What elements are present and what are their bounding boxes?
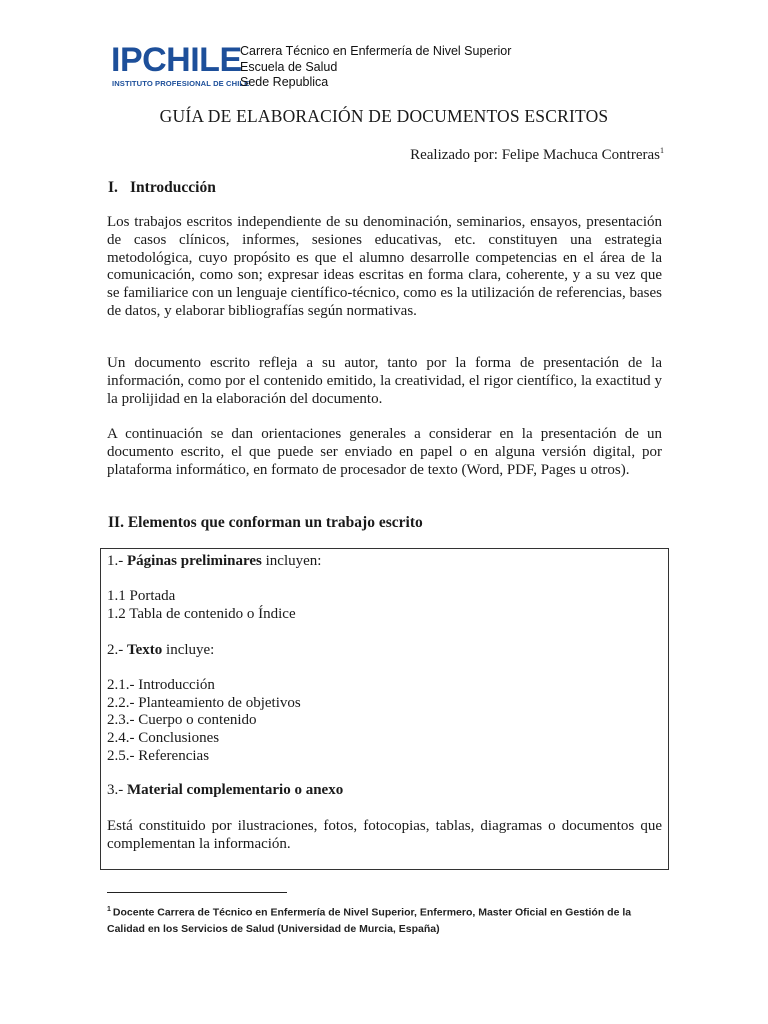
footnote-ref: 1 — [660, 146, 664, 155]
box-subitem: 1.2 Tabla de contenido o Índice — [107, 606, 296, 622]
item-suffix: incluye: — [162, 642, 215, 658]
box-subitem: 1.1 Portada — [107, 588, 176, 604]
career-name: Carrera Técnico en Enfermería de Nivel Superior — [240, 44, 512, 58]
school-name: Escuela de Salud — [240, 59, 338, 74]
box-subitem: 2.2.- Planteamiento de objetivos — [107, 695, 301, 711]
logo-wordmark: IPCHILE — [111, 41, 242, 79]
item-number: 3.- — [107, 782, 127, 798]
section-number: II. — [108, 514, 124, 531]
section-title: Elementos que conforman un trabajo escrito — [127, 514, 423, 531]
logo-tagline: INSTITUTO PROFESIONAL DE CHILE — [112, 79, 250, 88]
paragraph: Un documento escrito refleja a su autor, tanto por la forma de presentación de la información, como por el contenido emitido, la creatividad, el rigor científico, la exactitud y la prolijidad en la elaboración del documento. — [107, 355, 662, 407]
paragraph: A continuación se dan orientaciones generales a considerar en la presentación de un documento escrito, el que puede ser enviado en papel o en alguna versión digital, por plataforma informático, en formato de procesador de texto (Word, PDF, Pages u otros). — [107, 426, 662, 478]
author-name: Realizado por: Felipe Machuca Contreras — [410, 147, 660, 163]
box-subitem: 2.1.- Introducción — [107, 677, 215, 693]
item-number: 2.- — [107, 642, 127, 658]
box-item-description: Está constituido por ilustraciones, fotos, fotocopias, tablas, diagramas o documentos que complementan la información. — [107, 818, 662, 852]
box-subitem: 2.4.- Conclusiones — [107, 730, 220, 746]
box-item-text — [107, 641, 214, 659]
letterhead — [110, 42, 670, 92]
section-number: I. — [108, 179, 118, 196]
ipchile-logo — [110, 41, 250, 90]
item-suffix: incluyen: — [261, 553, 322, 569]
section-heading-introduction — [108, 179, 216, 197]
document-title: GUÍA DE ELABORACIÓN DE DOCUMENTOS ESCRITOS — [159, 106, 609, 126]
footnote-text: Docente Carrera de Técnico en Enfermería de Nivel Superior, Enfermero, Master Oficial en Gestión de la Calidad en los Servicios de Salud (Universidad de Murcia, España) — [107, 906, 632, 935]
item-bold-label: Texto — [127, 642, 163, 658]
paragraph: Los trabajos escritos independiente de su denominación, seminarios, ensayos, presentación de casos clínicos, informes, sesiones educativas, etc. constituyen una estrategia metodológica, cuyo propósito es que el alumno desarrolle competencias en el área de la comunicación, como son; expresar ideas escritas en forma clara, coherente, y a su vez que se familiarice con un lenguaje científico-técnico, como es la utilización de referencias, bases de datos, y elaborar bibliografías según normativas. — [107, 214, 662, 319]
footnote-number: 1 — [107, 906, 111, 913]
item-bold-label: Material complementario o anexo — [127, 782, 344, 798]
box-subitem: 2.3.- Cuerpo o contenido — [107, 712, 257, 728]
author-line — [410, 146, 664, 164]
item-bold-label: Páginas preliminares — [127, 553, 262, 569]
box-item-preliminary — [107, 552, 321, 570]
institution-info — [240, 44, 511, 91]
elements-box — [100, 548, 669, 870]
footnote — [107, 902, 667, 937]
box-item-annex — [107, 781, 343, 799]
box-subitem: 2.5.- Referencias — [107, 748, 210, 764]
section-title: Introducción — [130, 179, 216, 196]
item-number: 1.- — [107, 553, 127, 569]
footnote-divider — [107, 892, 287, 893]
section-heading-elements — [108, 514, 423, 532]
campus-name: Sede Republica — [240, 75, 329, 89]
